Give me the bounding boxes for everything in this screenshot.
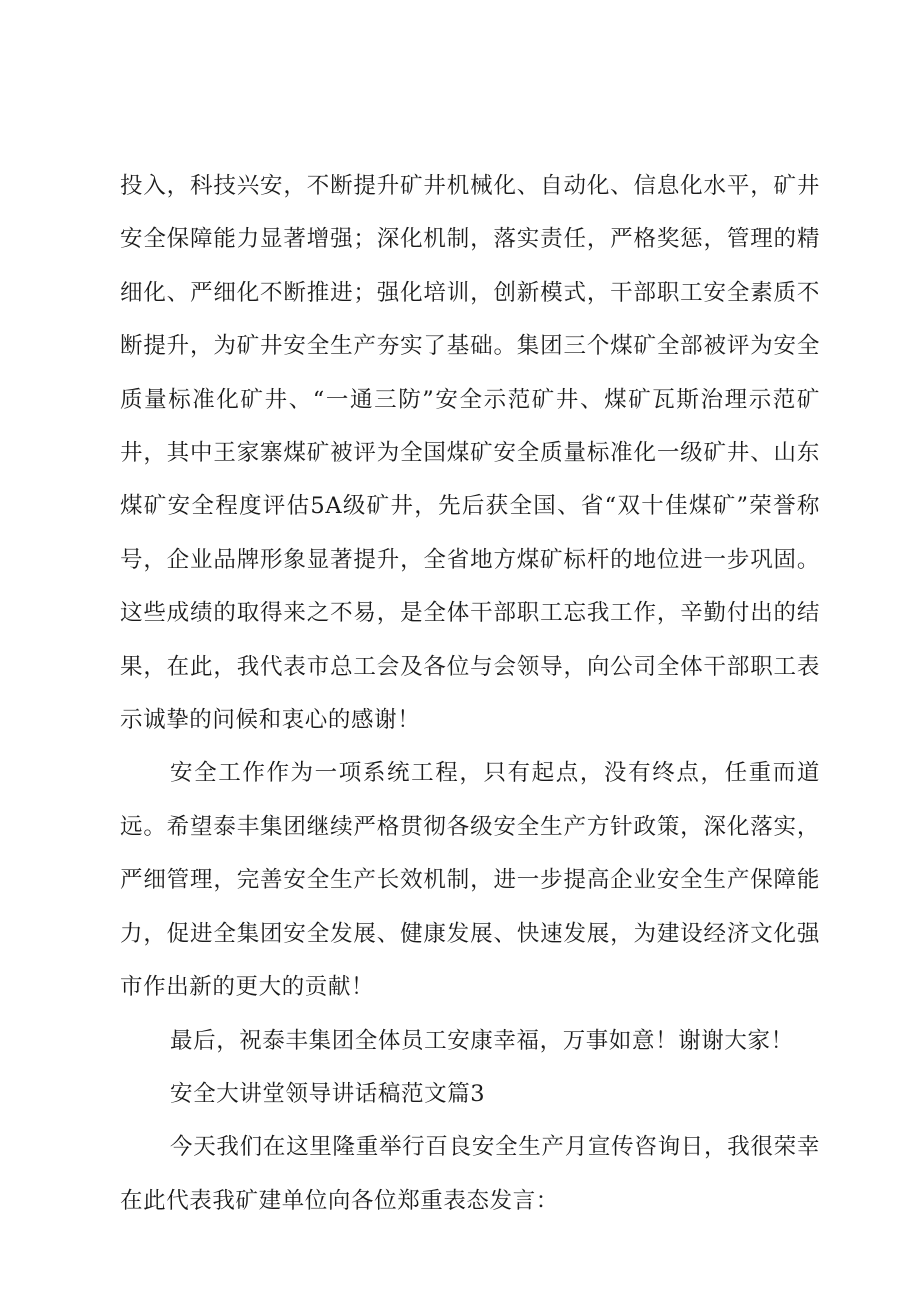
paragraph-safety-achievements: 投入，科技兴安，不断提升矿井机械化、自动化、信息化水平，矿井安全保障能力显著增强；深化机制，落实责任，严格奖惩，管理的精细化、严细化不断推进；强化培训，创新模式，干部职工安全素质不断提升，为矿井安全生产夯实了基础。集团三个煤矿全部被评为安全质量标准化矿井、“一通三防”安全示范矿井、煤矿瓦斯治理示范矿井，其中王家寨煤矿被评为全国煤矿安全质量标准化一级矿井、山东煤矿安全程度评估5A级矿井，先后获全国、省“双十佳煤矿”荣誉称号，企业品牌形象显著提升，全省地方煤矿标杆的地位进一步巩固。这些成绩的取得来之不易，是全体干部职工忘我工作，辛勤付出的结果，在此，我代表市总工会及各位与会领导，向公司全体干部职工表示诚挚的问候和衷心的感谢！ [120,173,820,734]
paragraph-safety-system-engineering: 安全工作作为一项系统工程，只有起点，没有终点，任重而道远。希望泰丰集团继续严格贯彻各级安全生产方针政策，深化落实，严细管理，完善安全生产长效机制，进一步提高企业安全生产保障能力，促进全集团安全发展、健康发展、快速发展，为建设经济文化强市作出新的更大的贡献！ [120,760,820,1001]
document-body [120,160,820,1228]
section-heading: 安全大讲堂领导讲话稿范文篇3 [170,1080,486,1107]
paragraph-closing-wishes: 最后，祝泰丰集团全体员工安康幸福，万事如意！谢谢大家！ [170,1027,794,1054]
paragraph-speech-opening: 今天我们在这里隆重举行百良安全生产月宣传咨询日，我很荣幸在此代表我矿建单位向各位郑重表态发言： [120,1134,820,1214]
